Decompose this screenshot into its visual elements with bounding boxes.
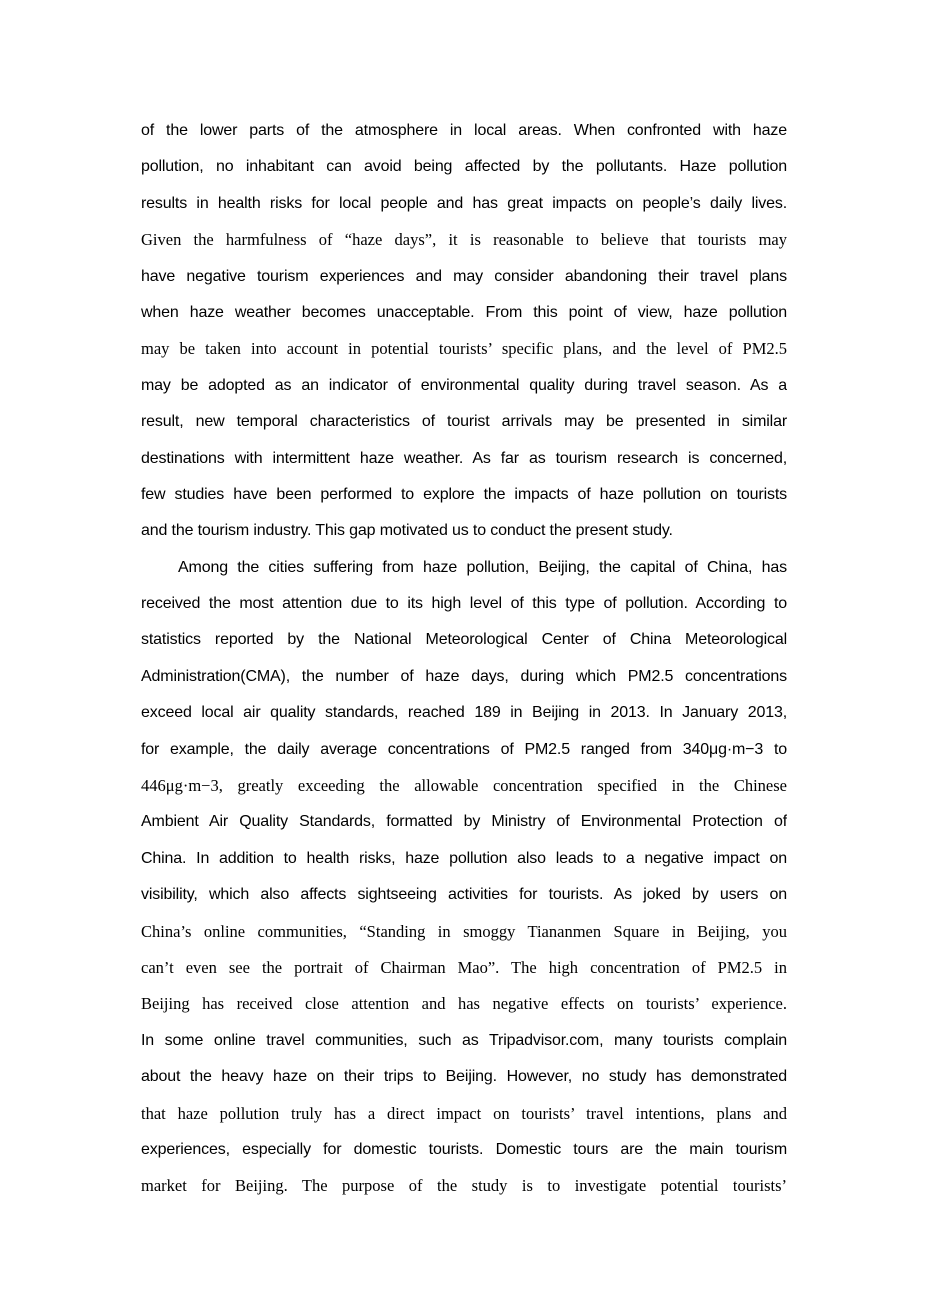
text-line: result, new temporal characteristics of tourist arrivals may be presented in similar <box>141 413 787 431</box>
text-line: may be adopted as an indicator of environmental quality during travel season. As a <box>141 376 787 394</box>
text-line: of the lower parts of the atmosphere in local areas. When confronted with haze <box>141 122 787 139</box>
body-text <box>141 113 787 1205</box>
text-line: China’s online communities, “Standing in smoggy Tiananmen Square in Beijing, you <box>141 921 787 941</box>
text-line: received the most attention due to its high level of this type of pollution. According to <box>141 595 787 613</box>
text-line: experiences, especially for domestic tourists. Domestic tours are the main tourism <box>141 1140 787 1158</box>
text-line: market for Beijing. The purpose of the study is to investigate potential tourists’ <box>141 1176 787 1196</box>
text-line: that haze pollution truly has a direct impact on tourists’ travel intentions, plans and <box>141 1103 787 1123</box>
text-line: 446μg·m−3, greatly exceeding the allowable concentration specified in the Chinese <box>141 776 787 796</box>
text-line: Given the harmfulness of “haze days”, it is reasonable to believe that tourists may <box>141 230 787 250</box>
text-line: Administration(CMA), the number of haze days, during which PM2.5 concentrations <box>141 667 787 685</box>
text-line: Beijing has received close attention and has negative effects on tourists’ experience. <box>141 994 787 1014</box>
text-line: and the tourism industry. This gap motivated us to conduct the present study. <box>141 522 673 540</box>
text-line: when haze weather becomes unacceptable. From this point of view, haze pollution <box>141 303 787 321</box>
text-line: statistics reported by the National Meteorological Center of China Meteorological <box>141 631 787 649</box>
text-line: results in health risks for local people and has great impacts on people’s daily lives. <box>141 194 787 212</box>
text-line: Ambient Air Quality Standards, formatted by Ministry of Environmental Protection of <box>141 813 787 831</box>
text-line: can’t even see the portrait of Chairman Mao”. The high concentration of PM2.5 in <box>141 957 787 977</box>
paragraph-continuation <box>141 113 787 550</box>
text-line: exceed local air quality standards, reached 189 in Beijing in 2013. In January 2013, <box>141 704 787 722</box>
text-line: few studies have been performed to explore the impacts of haze pollution on tourists <box>141 485 787 503</box>
paragraph-beijing <box>141 550 787 1205</box>
text-line: In some online travel communities, such as Tripadvisor.com, many tourists complain <box>141 1031 787 1049</box>
text-line: have negative tourism experiences and may consider abandoning their travel plans <box>141 267 787 285</box>
text-line: destinations with intermittent haze weather. As far as tourism research is concerned, <box>141 449 787 467</box>
text-line: about the heavy haze on their trips to Beijing. However, no study has demonstrated <box>141 1068 787 1086</box>
text-line: Among the cities suffering from haze pollution, Beijing, the capital of China, has <box>178 558 787 576</box>
text-line: visibility, which also affects sightseeing activities for tourists. As joked by users on <box>141 886 787 904</box>
text-line: China. In addition to health risks, haze pollution also leads to a negative impact on <box>141 849 787 867</box>
text-line: may be taken into account in potential tourists’ specific plans, and the level of PM2.5 <box>141 339 787 359</box>
text-line: for example, the daily average concentrations of PM2.5 ranged from 340μg·m−3 to <box>141 740 787 758</box>
text-line: pollution, no inhabitant can avoid being affected by the pollutants. Haze pollution <box>141 158 787 176</box>
